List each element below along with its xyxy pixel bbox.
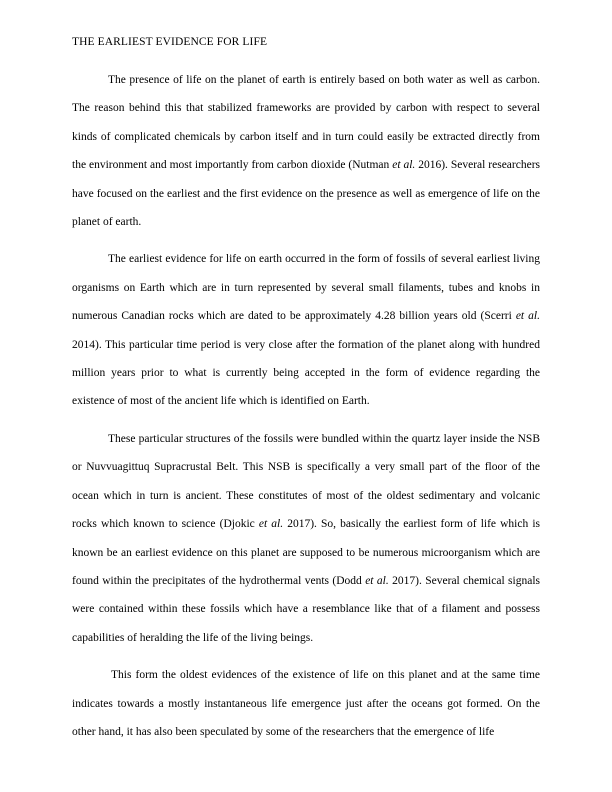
paragraph-3-text-3: 2017). Several chemical signals were contained within these fossils which have a resemblance like that of a filament and possess capabilities of heralding the life of the living beings. — [72, 574, 541, 644]
paragraph-2 — [72, 245, 540, 415]
paragraph-3-citation-etal-2: et al. — [365, 574, 389, 587]
paragraph-1-text-1: The presence of life on the planet of earth is entirely based on both water as well as carbon. The reason behind this that stabilized frameworks are provided by carbon with respect to several kinds of complicated chemicals by carbon itself and in turn could easily be extracted directly from the environment and most importantly from carbon dioxide (Nutman — [72, 74, 540, 172]
paragraph-3 — [72, 425, 540, 652]
paragraph-3-text-1: These particular structures of the fossils were bundled within the quartz layer inside the NSB or Nuvvuagittuq Supracrustal Belt. This NSB is specifically a very small part of the floor of the ocean which in turn is ancient. These constitutes of most of the oldest sedimentary and volcanic rocks which known to science (Djokic — [72, 432, 540, 531]
paragraph-2-text-2: 2014). This particular time period is very close after the formation of the planet along with hundred million years prior to what is currently being accepted in the form of evidence regarding the existence of most of the ancient life which is identified on Earth. — [72, 338, 540, 408]
paragraph-1-text-2: 2016). Several researchers have focused on the earliest and the first evidence on the presence as well as emergence of life on the planet of earth. — [72, 159, 540, 229]
paragraph-3-citation-etal-1: et al. — [258, 518, 284, 531]
paragraph-1-citation-etal: et al. — [392, 159, 416, 172]
paragraph-3-text-2: 2017). So, basically the earliest form of life which is known be an earliest evidence on this planet are supposed to be numerous microorganism which are found within the precipitates of the hydrothermal vents (Dodd — [72, 518, 541, 587]
document-body — [72, 66, 540, 755]
paragraph-4 — [72, 661, 540, 746]
paragraph-2-citation-etal: et al. — [515, 310, 540, 323]
paragraph-1 — [72, 66, 540, 236]
paragraph-2-text-1: The earliest evidence for life on earth occurred in the form of fossils of several earliest living organisms on Earth which are in turn represented by several small filaments, tubes and knobs in numerous Canadian rocks which are dated to be approximately 4.28 billion years old (Scerri — [72, 253, 540, 323]
paragraph-4-text-1: This form the oldest evidences of the existence of life on this planet and at the same time indicates towards a mostly instantaneous life emergence just after the oceans got formed. On the other hand, it has also been speculated by some of the researchers that the emergence of life — [72, 669, 540, 738]
running-header: THE EARLIEST EVIDENCE FOR LIFE — [72, 36, 268, 48]
